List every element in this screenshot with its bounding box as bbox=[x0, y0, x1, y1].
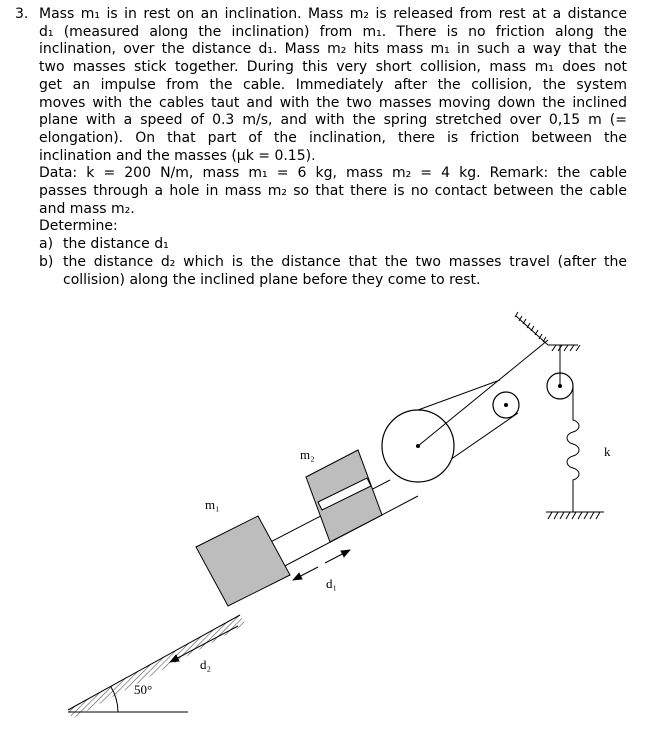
item-text-continued: collision) along the inclined plane before they come to rest. bbox=[63, 271, 481, 288]
problem-line: Mass m₁ is in rest on an inclination. Mass m₂ is released from rest at a distance bbox=[39, 6, 627, 22]
item-text: the distance d₁ bbox=[63, 236, 169, 253]
spring-k-label: k bbox=[604, 444, 611, 459]
ceiling-support bbox=[515, 312, 580, 351]
item-text: the distance d₂ which is the distance that the two masses travel (after the bbox=[63, 253, 627, 270]
mass-m2-label: m₂ bbox=[300, 447, 315, 462]
spring bbox=[567, 386, 579, 512]
problem-line: get an impulse from the cable. Immediately after the collision, the system bbox=[39, 76, 627, 93]
item-label: b) bbox=[39, 253, 54, 270]
ground-support bbox=[546, 512, 604, 519]
angle-label: 50° bbox=[134, 682, 153, 697]
problem-line: inclination and the masses (μk = 0.15). bbox=[39, 147, 316, 164]
d1-arrow bbox=[293, 550, 350, 580]
problem-line: Determine: bbox=[39, 218, 118, 235]
problem-line: passes through a hole in mass m₂ so that there is no contact between the cable bbox=[39, 183, 627, 200]
problem-line: inclination, over the distance d₁. Mass m₂ hits mass m₁ in such a way that the bbox=[39, 41, 627, 58]
problem-number: 3. bbox=[15, 6, 29, 22]
mass-m1-label: m₁ bbox=[205, 497, 220, 512]
problem-line: moves with the cables taut and with the two masses moving down the inclined bbox=[39, 94, 627, 111]
item-label: a) bbox=[39, 236, 54, 253]
problem-line: plane with a speed of 0.3 m/s, and with the spring stretched over 0,15 m (= bbox=[39, 112, 627, 129]
small-pulley-axle bbox=[504, 403, 508, 407]
d1-label: d₁ bbox=[326, 576, 338, 591]
problem-line: two masses stick together. During this very short collision, mass m₁ does not bbox=[39, 59, 627, 76]
problem-line: Data: k = 200 N/m, mass m₁ = 6 kg, mass m₂ = 4 kg. Remark: the cable bbox=[39, 165, 627, 182]
problem-line: d₁ (measured along the inclination) from m₁. There is no friction along the bbox=[39, 23, 627, 40]
d2-label: d₂ bbox=[200, 657, 212, 672]
incline-surface bbox=[68, 615, 246, 719]
mass-m1 bbox=[196, 516, 290, 606]
problem-line: and mass m₂. bbox=[39, 200, 135, 217]
pulley-support bbox=[418, 340, 548, 446]
mass-m2 bbox=[306, 450, 382, 542]
problem-line: elongation). On that part of the inclination, there is friction between the bbox=[39, 129, 627, 146]
